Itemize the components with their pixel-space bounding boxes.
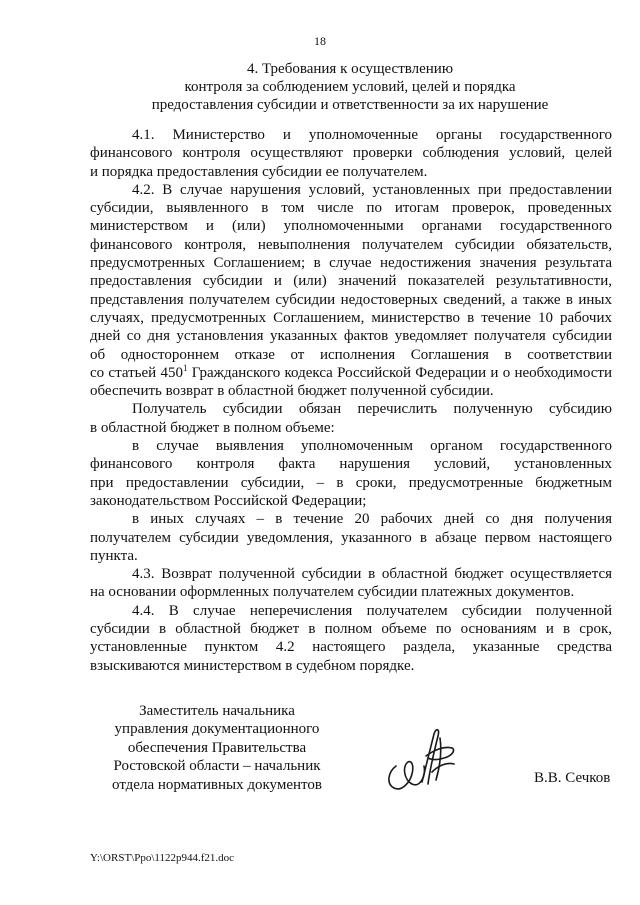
text-line: дней со дня установления указанных фактов уведомляет получателя субсидии	[90, 328, 612, 345]
page-number: 18	[314, 34, 326, 48]
paragraph-4-3	[90, 565, 612, 602]
signatory-title-line: Ростовской области – начальник	[113, 758, 321, 775]
signatory-title	[112, 702, 322, 794]
section-heading	[90, 60, 610, 114]
text-line: на основании оформленных получателем субсидии платежных документов.	[90, 584, 575, 601]
text-line: законодательством Российской Федерации;	[90, 492, 367, 509]
handwritten-signature	[382, 722, 460, 798]
text-line: финансового контроля осуществляют проверки соблюдения условий, целей	[90, 145, 612, 162]
text-line: министерством и (или) уполномоченными органами государственного	[90, 218, 612, 235]
file-path-footer: Y:\ORST\Ppo\1122p944.f21.doc	[90, 852, 235, 864]
text-line: об одностороннем отказе от исполнения Соглашения в соответствии	[90, 346, 612, 363]
document-body	[90, 126, 612, 675]
text-line: представления получателем субсидии недостоверных сведений, а также в иных	[90, 291, 612, 308]
paragraph-recipient-obligation	[90, 400, 612, 437]
paragraph-4-1	[90, 126, 612, 181]
text-line: получателем субсидии уведомления, указанного в абзаце первом настоящего	[90, 529, 612, 546]
text-line: случаях, предусмотренных Соглашением, министерство в течение 10 рабочих	[90, 309, 612, 326]
paragraph-4-2	[90, 181, 612, 401]
signatory-title-line: управления документационного	[114, 721, 320, 738]
text-line: финансового контроля, невыполнения получателем субсидии обязательств,	[90, 236, 612, 253]
section-heading-line: предоставления субсидии и ответственности за их нарушение	[151, 97, 549, 113]
text-line: установленные пунктом 4.2 настоящего раздела, указанные средства	[90, 639, 612, 656]
text-line: в иных случаях – в течение 20 рабочих дней со дня получения	[132, 511, 612, 528]
signatory-title-line: Заместитель начальника	[139, 703, 295, 719]
text-line: 4.4. В случае неперечисления получателем субсидии полученной	[132, 602, 612, 619]
paragraph-4-4	[90, 602, 612, 675]
text-line: 4.2. В случае нарушения условий, установленных при предоставлении	[132, 181, 612, 198]
text-line: предоставления субсидии и (или) значений показателей результативности,	[90, 273, 612, 290]
article-ref: со статьей 450	[90, 364, 183, 381]
text-line: субсидии в областной бюджет в полном объеме по основаниям и в срок,	[90, 621, 612, 638]
text-line: взыскиваются министерством в судебном порядке.	[90, 657, 415, 674]
text-line: обеспечить возврат в областной бюджет полученной субсидии.	[90, 383, 494, 400]
text-line: предусмотренных Соглашением; в случае недостижения значения результата	[90, 255, 612, 272]
text-line: 4.1. Министерство и уполномоченные органы государственного	[132, 127, 612, 143]
text-line-article	[90, 364, 612, 382]
text-line: субсидии, выявленного в том числе по итогам проверок, проведенных	[90, 200, 612, 217]
text-line: Получатель субсидии обязан перечислить полученную субсидию	[132, 401, 612, 418]
signer-name: В.В. Сечков	[534, 770, 611, 786]
text-line: 4.3. Возврат полученной субсидии в областной бюджет осуществляется	[132, 566, 612, 583]
paragraph-violation-case	[90, 437, 612, 510]
text-line: пункта.	[90, 547, 138, 564]
signatory-title-line: обеспечения Правительства	[127, 739, 307, 756]
paragraph-other-cases	[90, 510, 612, 565]
article-ref-rest: Гражданского кодекса Российской Федерации и о необходимости	[187, 364, 612, 381]
text-line: при предоставлении субсидии, – в сроки, предусмотренные бюджетным	[90, 474, 612, 491]
text-line: финансового контроля факта нарушения условий, установленных	[90, 456, 612, 473]
section-heading-line: 4. Требования к осуществлению	[246, 61, 454, 77]
text-line: в случае выявления уполномоченным органом государственного	[132, 438, 612, 455]
signatory-title-line: отдела нормативных документов	[112, 776, 322, 793]
text-line: в областной бюджет в полном объеме:	[90, 419, 335, 436]
text-line: и порядка предоставления субсидии ее получателем.	[90, 163, 428, 180]
section-heading-line: контроля за соблюдением условий, целей и порядка	[184, 79, 516, 95]
article-superscript: 1	[182, 362, 188, 373]
